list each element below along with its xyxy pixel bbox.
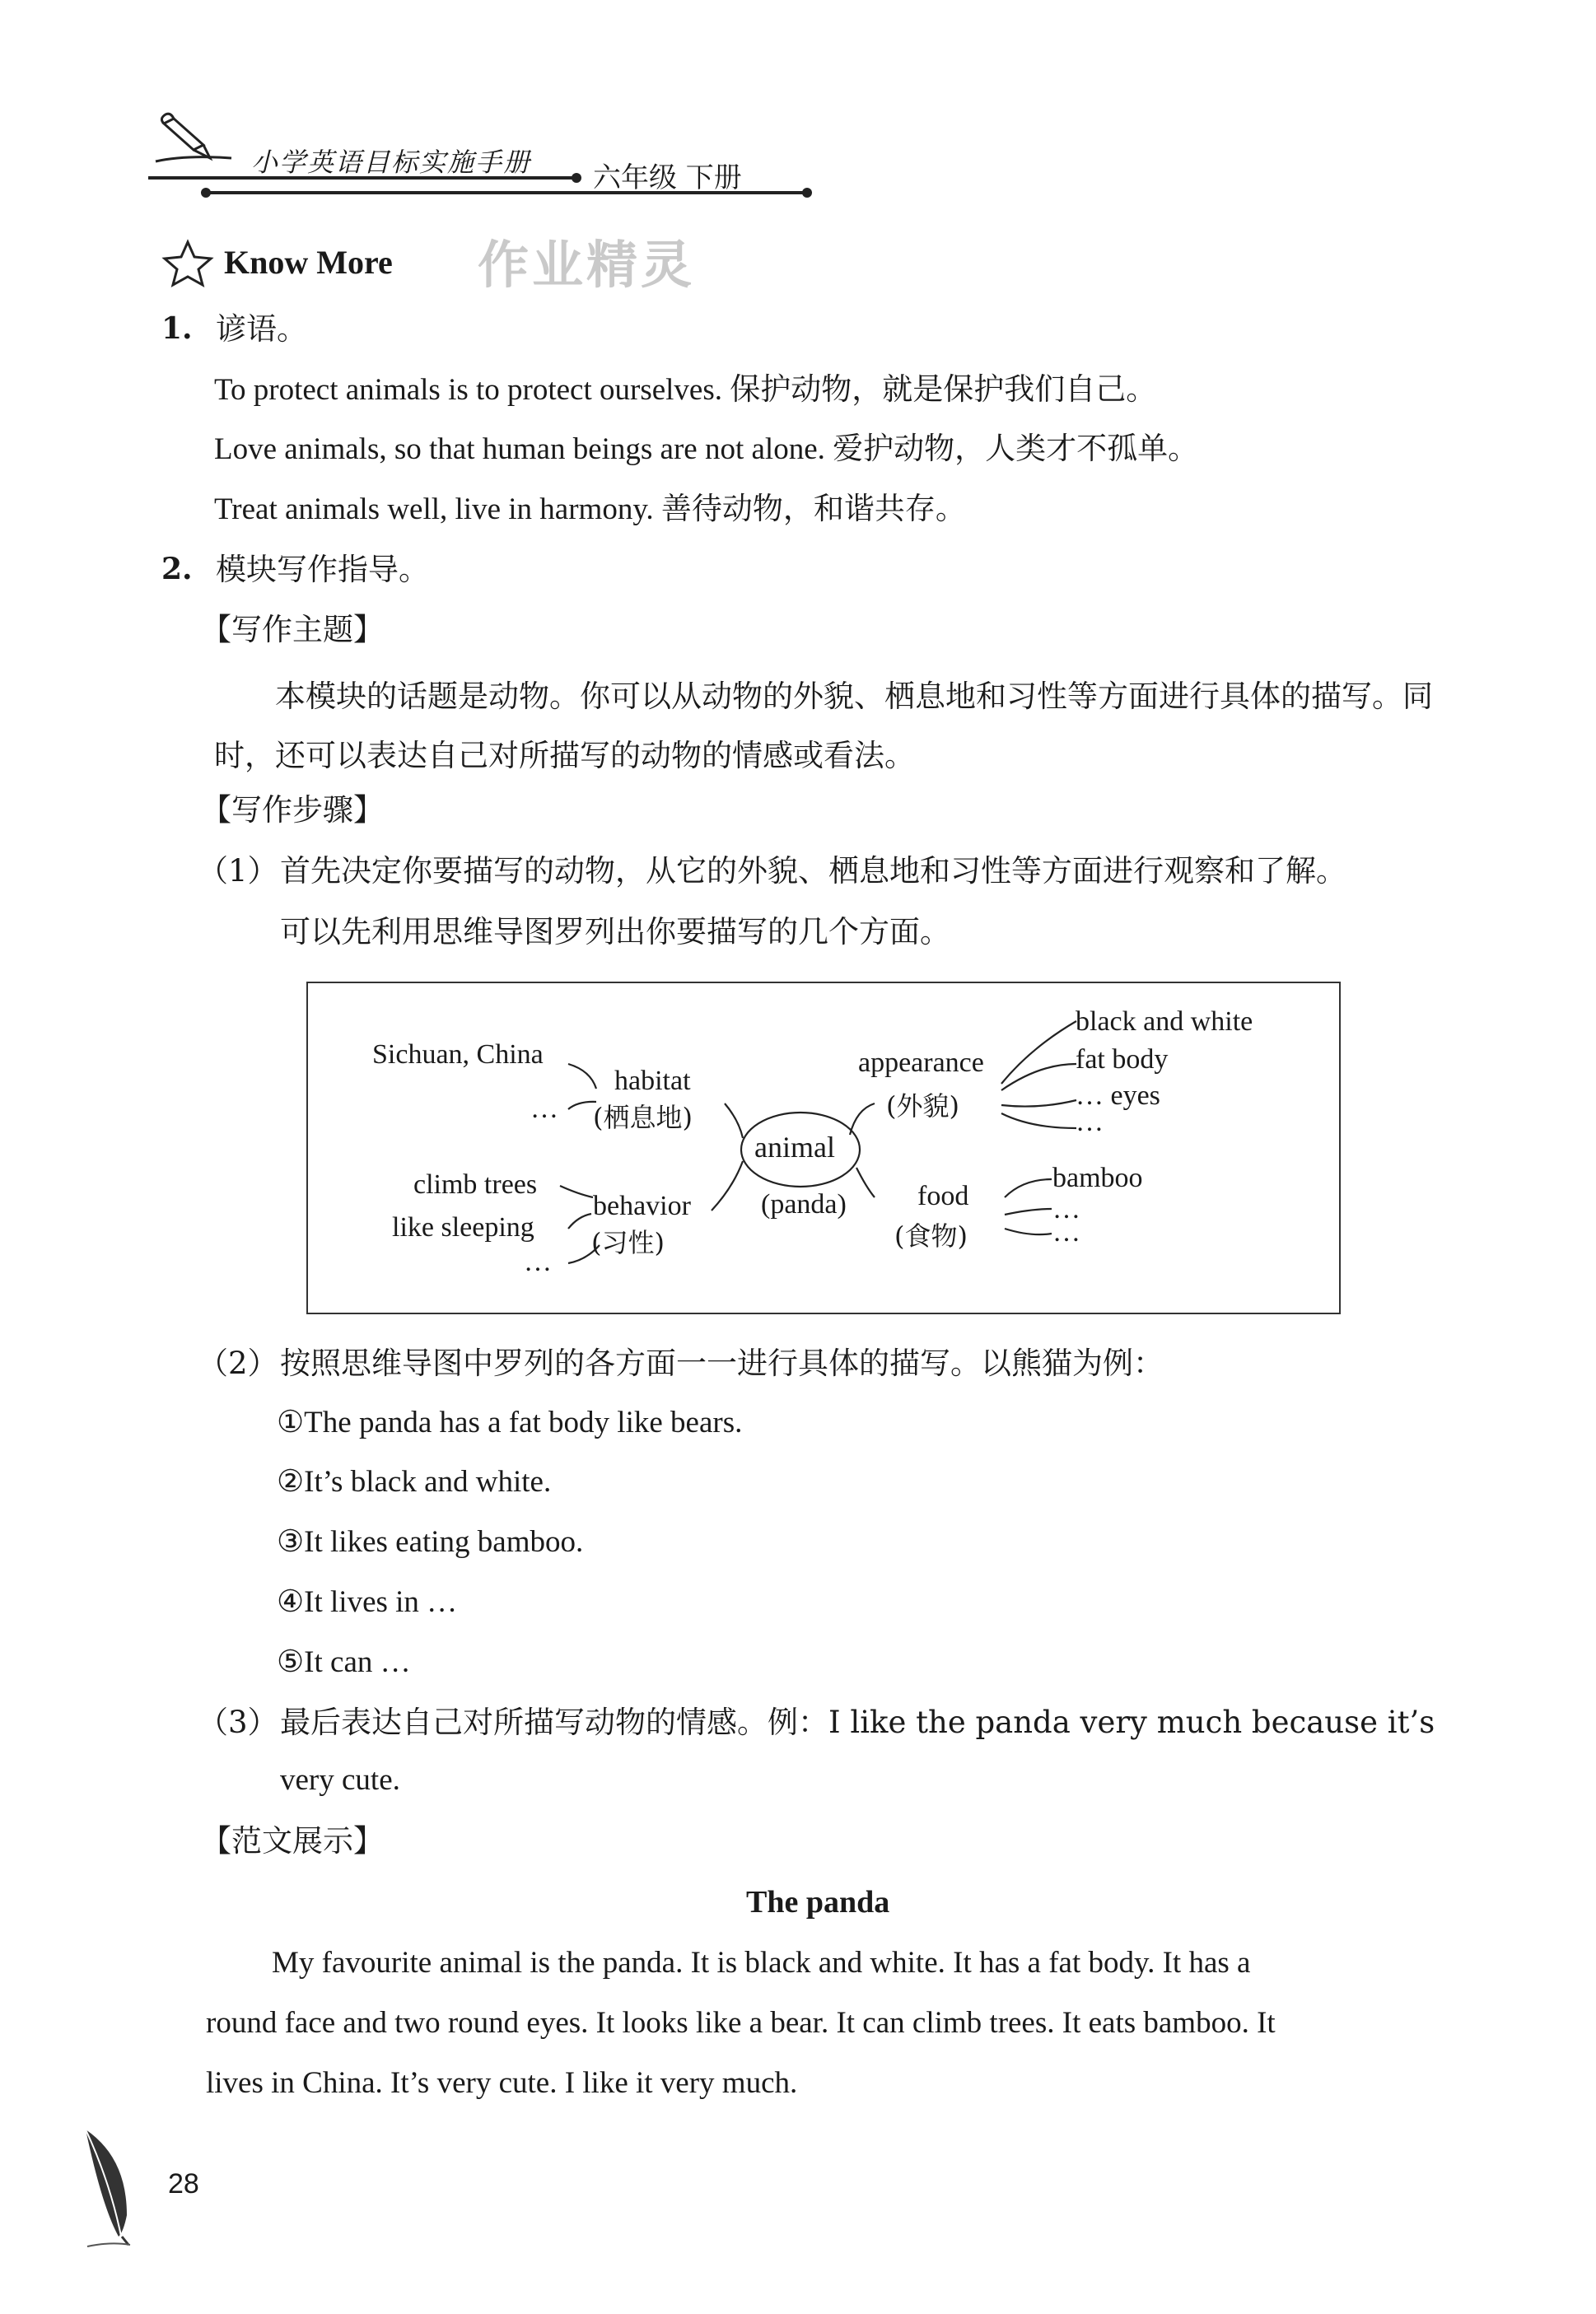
section-title: Know More (224, 244, 393, 281)
behavior-cn: (习性) (591, 1227, 665, 1258)
step1-line2: 可以先利用思维导图罗列出你要描写的几个方面。 (280, 914, 950, 949)
page-number: 28 (168, 2168, 199, 2200)
step2-text: 按照思维导图中罗列的各方面一一进行具体的描写。以熊猫为例： (280, 1346, 1164, 1381)
proverb-3: Treat animals well, live in harmony. 善待动物，和谐共存。 (214, 492, 966, 526)
food-item-2: … (1052, 1194, 1080, 1225)
example-5: ⑤It can … (277, 1645, 411, 1679)
appearance-item-3: … eyes (1076, 1080, 1160, 1111)
mindmap-center-sub: (panda) (761, 1189, 847, 1220)
steps-label: 【写作步骤】 (201, 792, 384, 828)
proverb-2: Love animals, so that human beings are not alone. 爱护动物，人类才不孤单。 (214, 432, 1199, 466)
step1-number: （1） (198, 853, 278, 889)
food-cn: (食物) (894, 1220, 968, 1252)
food-item-1: bamboo (1052, 1163, 1143, 1193)
feather-icon (77, 2125, 143, 2248)
watermark: 作业精灵 (478, 235, 696, 295)
grade-label: 六年级 下册 (593, 161, 742, 194)
behavior-item-1: climb trees (413, 1169, 538, 1200)
book-title: 小学英语目标实施手册 (251, 147, 532, 178)
star-icon (161, 239, 214, 288)
food-item-3: … (1052, 1217, 1080, 1248)
pencil-icon (152, 107, 235, 165)
step3-number: （3） (198, 1705, 278, 1740)
habitat-item-2: … (530, 1094, 558, 1124)
appearance-cn: (外貌) (886, 1090, 959, 1122)
example-1: ①The panda has a fat body like bears. (277, 1406, 743, 1439)
habitat-item-1: Sichuan, China (372, 1039, 544, 1070)
appearance-label: appearance (858, 1047, 984, 1078)
behavior-label: behavior (593, 1191, 691, 1221)
sample-title: The panda (746, 1885, 890, 1920)
step3-line1: 最后表达自己对所描写动物的情感。例：I like the panda very much because it’s (280, 1705, 1435, 1740)
habitat-cn: (栖息地) (593, 1102, 693, 1133)
theme-label: 【写作主题】 (201, 612, 384, 647)
example-4: ④It lives in … (277, 1585, 458, 1619)
appearance-item-2: fat body (1076, 1044, 1169, 1075)
sample-line-2: round face and two round eyes. It looks like a bear. It can climb trees. It eats bamboo. It (206, 2006, 1276, 2040)
behavior-item-2: like sleeping (392, 1212, 534, 1243)
theme-text: 本模块的话题是动物。你可以从动物的外貌、栖息地和习性等方面进行具体的描写。同时，还可以表达自己对所描写的动物的情感或看法。 (214, 679, 1433, 773)
food-label: food (917, 1181, 969, 1211)
example-2: ②It’s black and white. (277, 1465, 552, 1499)
proverb-1: To protect animals is to protect ourselves. 保护动物，就是保护我们自己。 (214, 373, 1157, 407)
appearance-item-1: black and white (1076, 1006, 1253, 1037)
step1-line1: 首先决定你要描写的动物，从它的外貌、栖息地和习性等方面进行观察和了解。 (280, 853, 1346, 889)
item1-number: 1. (161, 311, 193, 346)
item1-heading: 谚语。 (216, 311, 307, 347)
step3-line2: very cute. (280, 1763, 400, 1797)
behavior-item-3: … (524, 1247, 552, 1277)
sample-line-1: My favourite animal is the panda. It is black and white. It has a fat body. It has a (272, 1946, 1251, 1980)
habitat-label: habitat (614, 1066, 691, 1096)
mindmap-center: animal (754, 1131, 835, 1164)
header-rule (148, 165, 824, 206)
appearance-item-4: … (1076, 1107, 1104, 1137)
example-3: ③It likes eating bamboo. (277, 1525, 584, 1559)
sample-label: 【范文展示】 (201, 1823, 384, 1859)
item2-number: 2. (161, 552, 193, 586)
step2-number: （2） (198, 1346, 278, 1381)
item2-heading: 模块写作指导。 (216, 552, 429, 587)
sample-line-3: lives in China. It’s very cute. I like it very much. (206, 2066, 798, 2100)
